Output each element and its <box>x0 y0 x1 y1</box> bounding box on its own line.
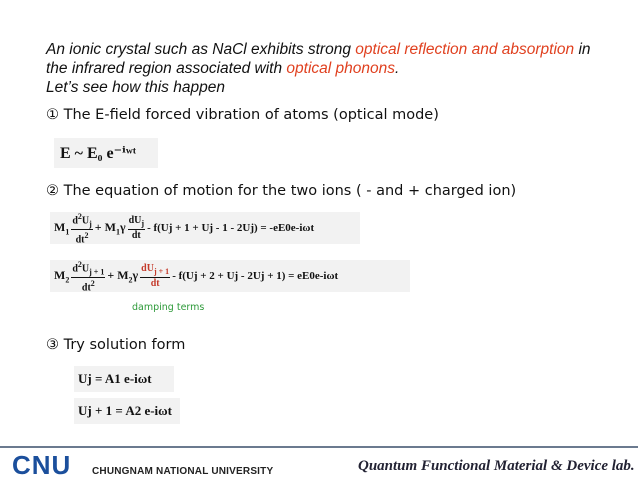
motion-equation-1 <box>50 212 360 244</box>
motion-1-rhs: - f(Uj + 1 + Uj - 1 - 2Uj) = -eE0e-iωt <box>147 222 315 234</box>
intro-paragraph <box>46 40 606 97</box>
step-2 <box>46 183 516 199</box>
efield-equation-text: E ~ E₀ e⁻ⁱʷᵗ <box>60 145 137 162</box>
step-3-text: Try solution form <box>63 337 186 353</box>
solution-equation-1 <box>74 366 174 392</box>
intro-highlight-optical-reflection: optical reflection and absorption <box>355 41 575 58</box>
m1-accel-fraction: $\frac{d^2U_j}{dt^2}$ <box>72 211 92 246</box>
cnu-logo: CNU <box>12 450 72 480</box>
lab-name: Quantum Functional Material & Device lab. <box>358 458 635 474</box>
intro-text-2: in the infrared region associated with <box>46 41 591 77</box>
step-2-text: The equation of motion for the two ions ( - and + charged ion) <box>63 183 517 199</box>
step-1-marker: ① <box>46 107 59 123</box>
step-1 <box>46 107 439 123</box>
university-name: CHUNGNAM NATIONAL UNIVERSITY <box>92 466 274 477</box>
intro-highlight-optical-phonons: optical phonons <box>286 60 395 77</box>
m1-velocity-fraction: $\frac{dU_j}{dt}$ <box>128 215 145 241</box>
step-3-marker: ③ <box>46 337 59 353</box>
m2-term: $M_2$ <box>54 267 70 285</box>
intro-text-1: An ionic crystal such as NaCl exhibits strong <box>46 41 356 58</box>
motion-equation-2 <box>50 260 410 292</box>
solution-2-text: Uj + 1 = A2 e-iωt <box>78 403 172 418</box>
efield-equation <box>54 138 158 168</box>
step-1-text: The E-field forced vibration of atoms (optical mode) <box>63 107 439 123</box>
step-2-marker: ② <box>46 183 59 199</box>
intro-text-3: . <box>394 60 400 77</box>
solution-1-text: Uj = A1 e-iωt <box>78 371 152 386</box>
m2-gamma-term: + $M_2\gamma$ <box>107 267 139 285</box>
m2-velocity-fraction: $\frac{dU_{j + 1}}{dt}$ <box>141 263 170 289</box>
motion-2-rhs: - f(Uj + 2 + Uj - 2Uj + 1) = eE0e-iωt <box>172 270 339 282</box>
m1-term: $M_1$ <box>54 219 70 237</box>
intro-line-3: Let’s see how this happen <box>46 79 225 96</box>
footer-divider <box>0 446 638 448</box>
solution-equation-2 <box>74 398 180 424</box>
m1-gamma-term: + $M_1\gamma$ <box>94 219 126 237</box>
step-3 <box>46 337 185 353</box>
m2-accel-fraction: $\frac{d^2U_{j + 1}}{dt^2}$ <box>72 259 105 294</box>
damping-terms-note: damping terms <box>132 302 205 313</box>
